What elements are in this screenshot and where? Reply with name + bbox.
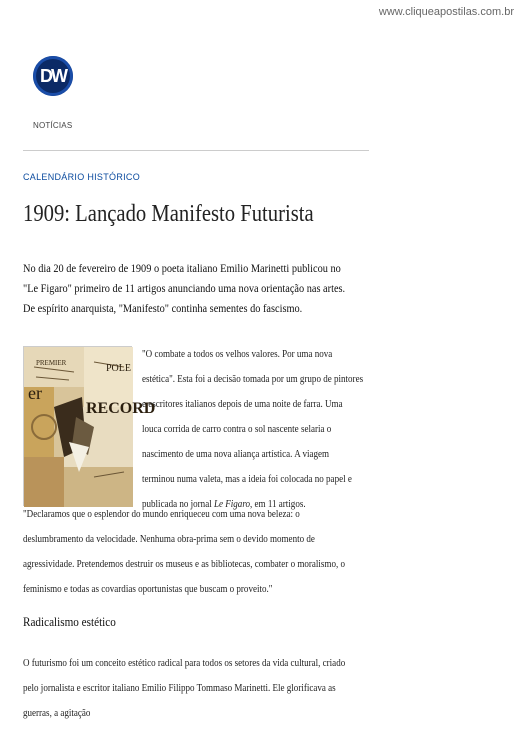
article-paragraph-3	[23, 651, 358, 726]
header-divider	[23, 150, 369, 151]
site-watermark: www.cliqueapostilas.com.br	[378, 6, 514, 18]
article-paragraph-2	[23, 502, 358, 602]
nav-news-label[interactable]: NOTÍCIAS	[33, 121, 73, 130]
article-subheading: Radicalismo estético	[23, 614, 116, 629]
paragraph-1-part-b: , em 11 artigos.	[250, 499, 306, 510]
paragraph-2-text: "Declaramos que o esplendor do mundo enriqueceu com uma nova beleza: o deslumbramento da velocidade. Nenhuma obra-prima sem o devido momento de agressividade. Pretendemos destruir os museus e as bibliotecas, combater o moralismo, o feminismo e todas as covardias oportunistas que buscam o proveito."	[23, 509, 346, 595]
article-paragraph-1	[142, 342, 364, 517]
newspaper-name: Le Figaro	[213, 499, 251, 510]
lead-text: No dia 20 de fevereiro de 1909 o poeta italiano Emilio Marinetti publicou no "Le Figaro" primeiro de 11 artigos anunciando uma nova orientação nas artes. De espírito anarquista, "Manifesto" continha sementes do fascismo.	[23, 261, 346, 315]
section-label[interactable]: CALENDÁRIO HISTÓRICO	[23, 172, 141, 182]
collage-text-premier: PREMIER	[36, 359, 67, 367]
dw-logo[interactable]	[33, 56, 73, 96]
collage-text-pole: POLE	[106, 363, 131, 374]
collage-illustration	[24, 347, 156, 507]
article-title: 1909: Lançado Manifesto Futurista	[23, 201, 314, 227]
article-lead	[23, 258, 350, 318]
collage-text-record: RECORD	[86, 400, 156, 417]
futurism-collage-image	[23, 346, 156, 506]
collage-text-er: er	[28, 383, 42, 403]
paragraph-1-part-a: "O combate a todos os velhos valores. Por uma nova estética". Esta foi a decisão tomada por um grupo de pintores e escritores italianos depois de uma noite de farra. Uma louca corrida de carro contra o sol nascente selaria o nascimento de uma nova aliança artística. A viagem terminou numa valeta, mas a ideia foi colocada no papel e publicada no jornal	[142, 349, 364, 510]
paragraph-3-text: O futurismo foi um conceito estético radical para todos os setores da vida cultural, criado pelo jornalista e escritor italiano Emilio Filippo Tommaso Marinetti. Ele glorificava as guerras, a agitação	[23, 658, 346, 719]
paragraph-1-text	[142, 342, 364, 517]
logo-text: DW	[40, 65, 66, 86]
